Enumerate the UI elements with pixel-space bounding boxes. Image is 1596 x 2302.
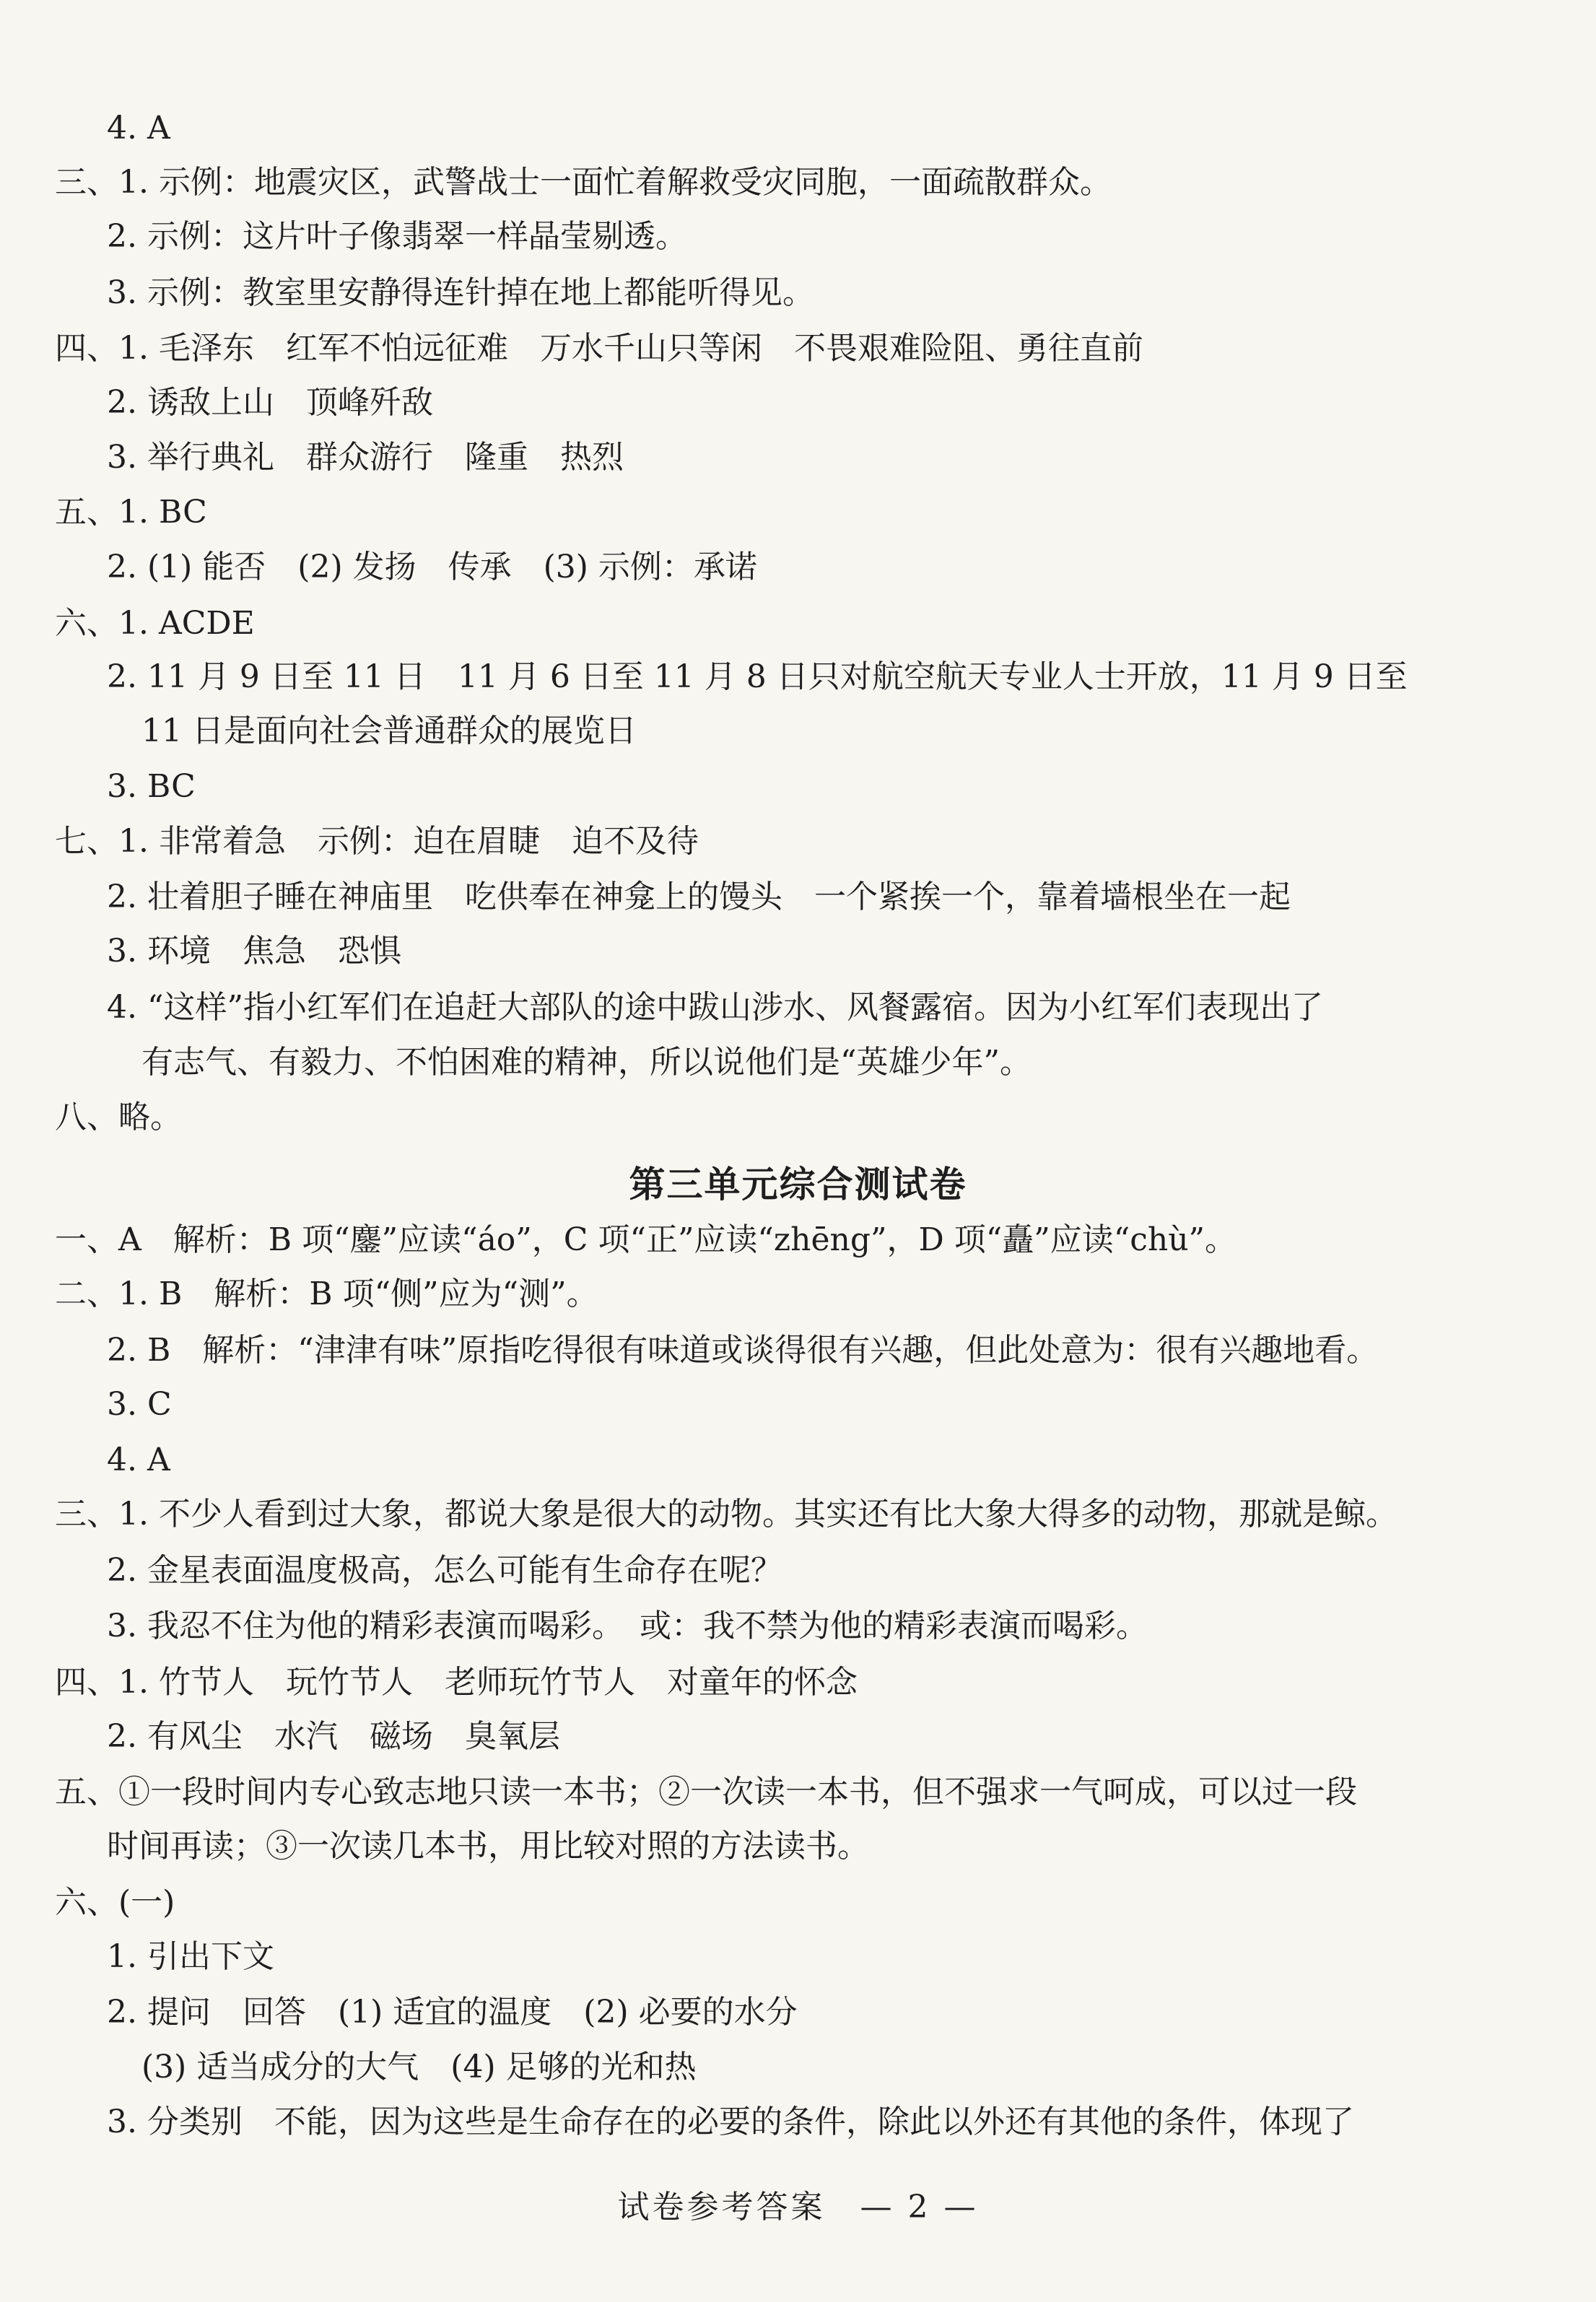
answer-line: 2. 提问 回答 (1) 适宜的温度 (2) 必要的水分 <box>107 1994 798 2031</box>
answer-line: 4. A <box>107 110 170 147</box>
answer-line: 七、1. 非常着急 示例：迫在眉睫 迫不及待 <box>55 823 699 860</box>
answer-line: 有志气、有毅力、不怕困难的精神，所以说他们是“英雄少年”。 <box>141 1044 1032 1081</box>
answer-line: 1. 引出下文 <box>107 1938 274 1975</box>
answer-line: 三、1. 示例：地震灾区，武警战士一面忙着解救受灾同胞，一面疏散群众。 <box>55 164 1112 201</box>
answer-line: 3. 示例：教室里安静得连针掉在地上都能听得见。 <box>107 274 814 311</box>
answer-line: 11 日是面向社会普通群众的展览日 <box>141 712 637 749</box>
answer-line: 六、1. ACDE <box>55 605 255 642</box>
answer-line: 3. C <box>107 1386 172 1423</box>
answer-line: 五、1. BC <box>55 494 207 531</box>
answer-line: 2. 金星表面温度极高，怎么可能有生命存在呢？ <box>107 1552 782 1589</box>
answer-line: 三、1. 不少人看到过大象，都说大象是很大的动物。其实还有比大象大得多的动物，那就是鲸。 <box>55 1496 1397 1533</box>
answer-line: 四、1. 毛泽东 红军不怕远征难 万水千山只等闲 不畏艰难险阻、勇往直前 <box>55 330 1143 367</box>
answer-line: 3. 分类别 不能，因为这些是生命存在的必要的条件，除此以外还有其他的条件，体现了 <box>107 2103 1354 2140</box>
answer-line: 2. 壮着胆子睡在神庙里 吃供奉在神龛上的馒头 一个紧挨一个，靠着墙根坐在一起 <box>107 878 1291 915</box>
answer-line: 2. (1) 能否 (2) 发扬 传承 (3) 示例：承诺 <box>107 549 757 585</box>
answer-line: 六、(一) <box>55 1884 175 1921</box>
answer-line: (3) 适当成分的大气 (4) 足够的光和热 <box>141 2049 697 2085</box>
answer-line: 4. A <box>107 1442 170 1478</box>
answer-line: 2. 11 月 9 日至 11 日 11 月 6 日至 11 月 8 日只对航空航天专业人士开放，11 月 9 日至 <box>107 658 1408 695</box>
answer-line: 四、1. 竹节人 玩竹节人 老师玩竹节人 对童年的怀念 <box>55 1664 858 1701</box>
page-footer: 试卷参考答案 — 2 — <box>617 2189 979 2225</box>
answer-line: 2. 诱敌上山 顶峰歼敌 <box>107 384 433 421</box>
section-title: 第三单元综合测试卷 <box>629 1163 967 1206</box>
answer-line: 2. B 解析：“津津有味”原指吃得很有味道或谈得很有兴趣，但此处意为：很有兴趣地看。 <box>107 1332 1379 1369</box>
answer-line: 二、1. B 解析：B 项“侧”应为“测”。 <box>55 1276 598 1312</box>
answer-line: 3. 我忍不住为他的精彩表演而喝彩。 或：我不禁为他的精彩表演而喝彩。 <box>107 1608 1148 1644</box>
answer-line: 八、略。 <box>55 1099 182 1135</box>
answer-line: 时间再读；③一次读几本书，用比较对照的方法读书。 <box>107 1828 869 1865</box>
answer-line: 2. 示例：这片叶子像翡翠一样晶莹剔透。 <box>107 218 687 255</box>
answer-line: 五、①一段时间内专心致志地只读一本书；②一次读一本书，但不强求一气呵成，可以过一段 <box>55 1774 1357 1810</box>
answer-line: 3. 环境 焦急 恐惧 <box>107 933 401 969</box>
answer-line: 3. BC <box>107 768 196 805</box>
answer-line: 2. 有风尘 水汽 磁场 臭氧层 <box>107 1718 560 1755</box>
answer-line: 4. “这样”指小红军们在追赶大部队的途中跋山涉水、风餐露宿。因为小红军们表现出了 <box>107 989 1323 1026</box>
answer-line: 一、A 解析：B 项“鏖”应读“áo”，C 项“正”应读“zhēng”，D 项“矗”应读“chù”。 <box>55 1221 1237 1258</box>
answer-line: 3. 举行典礼 群众游行 隆重 热烈 <box>107 439 624 476</box>
